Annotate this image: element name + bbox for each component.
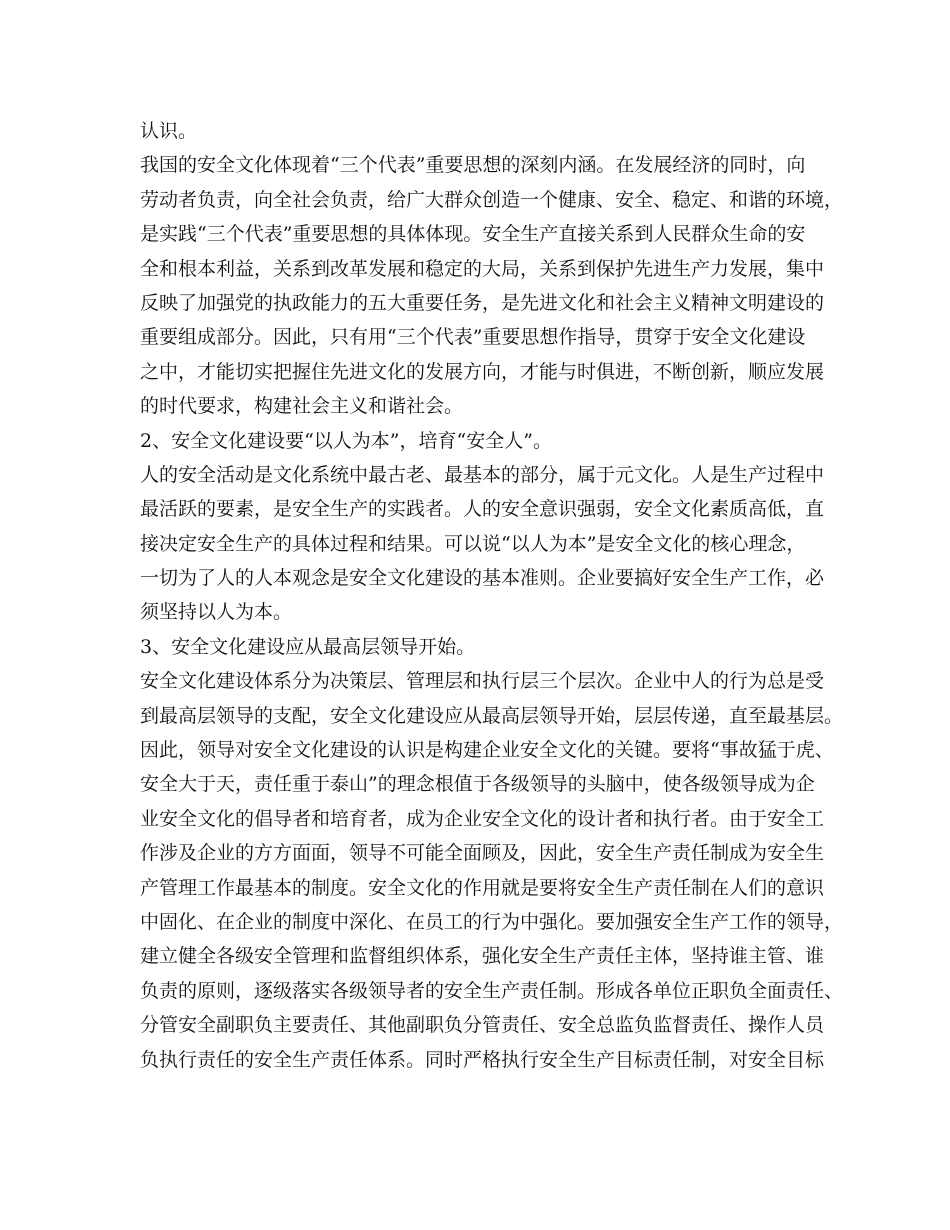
text-line: 是实践“三个代表”重要思想的具体体现。安全生产直接关系到人民群众生命的安 [140,223,806,246]
text-line: 最活跃的要素，是安全生产的实践者。人的安全意识强弱，安全文化素质高低，直 [140,498,825,521]
text-line: 安全文化建设体系分为决策层、管理层和执行层三个层次。企业中人的行为总是受 [140,670,825,693]
text-line: 作涉及企业的方方面面，领导不可能全面顾及，因此，安全生产责任制成为安全生 [140,842,825,865]
text-line: 的时代要求，构建社会主义和谐社会。 [140,395,464,418]
text-line: 中固化、在企业的制度中深化、在员工的行为中强化。要加强安全生产工作的领导， [140,910,844,933]
text-line: 全和根本利益，关系到改革发展和稳定的大局，关系到保护先进生产力发展，集中 [140,257,825,280]
text-line: 负责的原则，逐级落实各级领导者的安全生产责任制。形成各单位正职负全面责任、 [140,979,844,1002]
section-heading: 2、安全文化建设要“以人为本”，培育“安全人”。 [140,429,552,452]
text-line: 到最高层领导的支配，安全文化建设应从最高层领导开始，层层传递，直至最基层。 [140,704,844,727]
text-line: 因此，领导对安全文化建设的认识是构建企业安全文化的关键。要将“事故猛于虎、 [140,739,834,762]
section-heading: 3、安全文化建设应从最高层领导开始。 [140,635,476,658]
text-line: 产管理工作最基本的制度。安全文化的作用就是要将安全生产责任制在人们的意识 [140,876,825,899]
text-line: 之中，才能切实把握住先进文化的发展方向，才能与时俱进，不断创新，顺应发展 [140,360,825,383]
text-line: 劳动者负责，向全社会负责，给广大群众创造一个健康、安全、稳定、和谐的环境， [140,188,844,211]
text-line: 负执行责任的安全生产责任体系。同时严格执行安全生产目标责任制，对安全目标 [140,1048,825,1071]
text-line: 人的安全活动是文化系统中最古老、最基本的部分，属于元文化。人是生产过程中 [140,463,825,486]
text-line: 建立健全各级安全管理和监督组织体系，强化安全生产责任主体，坚持谁主管、谁 [140,945,825,968]
text-line: 业安全文化的倡导者和培育者，成为企业安全文化的设计者和执行者。由于安全工 [140,807,825,830]
document-body [140,114,844,1077]
text-line: 分管安全副职负主要责任、其他副职负分管责任、安全总监负监督责任、操作人员 [140,1014,825,1037]
text-line: 须坚持以人为本。 [140,601,293,624]
text-line: 安全大于天，责任重于泰山”的理念根值于各级领导的头脑中，使各级领导成为企 [140,773,815,796]
text-line: 我国的安全文化体现着“三个代表”重要思想的深刻内涵。在发展经济的同时，向 [140,154,806,177]
text-line: 反映了加强党的执政能力的五大重要任务，是先进文化和社会主义精神文明建设的 [140,291,825,314]
text-line: 认识。 [140,120,198,142]
text-line: 接决定安全生产的具体过程和结果。可以说“以人为本”是安全文化的核心理念， [140,532,806,555]
text-line: 一切为了人的人本观念是安全文化建设的基本准则。企业要搞好安全生产工作，必 [140,567,825,590]
text-line: 重要组成部分。因此，只有用“三个代表”重要思想作指导，贯穿于安全文化建设 [140,326,806,349]
